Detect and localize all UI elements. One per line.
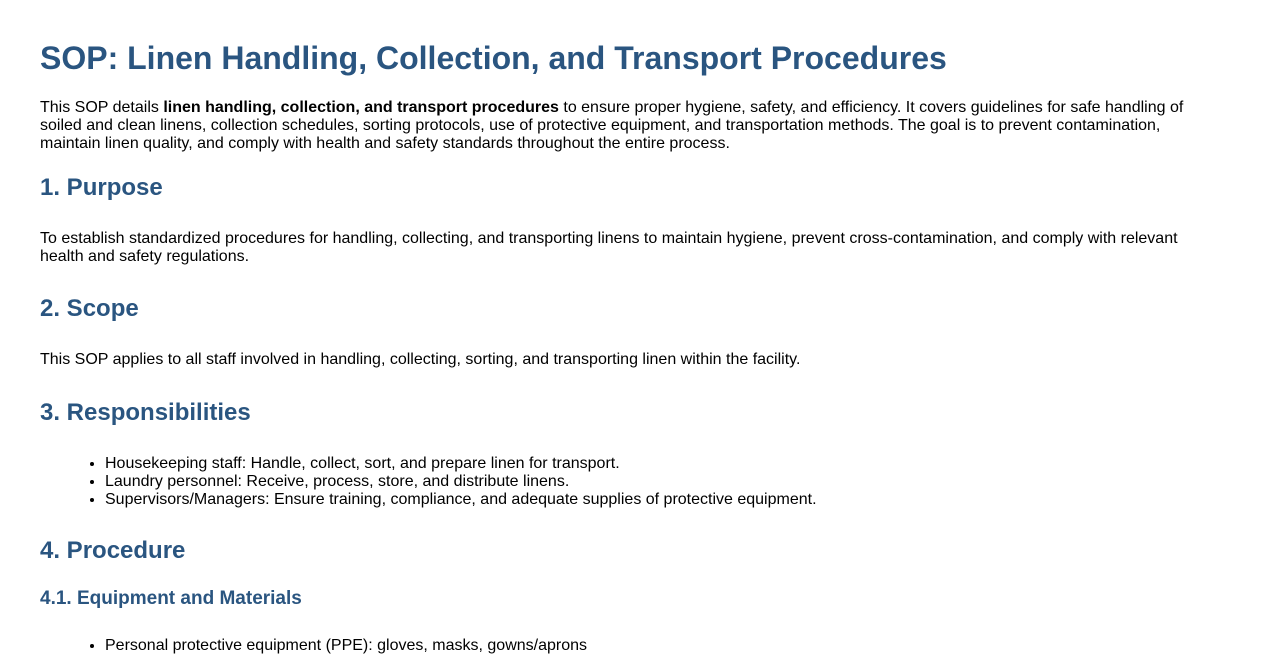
purpose-text: To establish standardized procedures for handling, collecting, and transporting linens to maintain hygiene, prevent cross-contamination, and comply with relevant health and safety regulations. [40, 230, 1178, 265]
scope-heading: 2. Scope [40, 295, 139, 322]
equipment-list [40, 637, 1200, 655]
list-item: • Personal protective equipment (PPE): gloves, masks, gowns/aprons [105, 637, 1200, 655]
intro-paragraph [40, 99, 1200, 153]
equipment-heading: 4.1. Equipment and Materials [40, 588, 302, 609]
intro-suffix: to ensure proper hygiene, safety, and efficiency. It covers guidelines for safe handling of soiled and clean linens, collection schedules, sorting protocols, use of protective equipment, and transportation methods. The goal is to prevent contamination, maintain linen quality, and comply with health and safety standards throughout the entire process. [40, 99, 1184, 152]
page-title: SOP: Linen Handling, Collection, and Transport Procedures [40, 40, 947, 76]
sop-document [40, 0, 1200, 655]
intro-bold-phrase: linen handling, collection, and transport procedures [163, 99, 559, 116]
purpose-heading: 1. Purpose [40, 174, 163, 201]
list-item: • Housekeeping staff: Handle, collect, sort, and prepare linen for transport. [105, 455, 1200, 473]
intro-prefix: This SOP details [40, 99, 164, 116]
scope-text: This SOP applies to all staff involved in handling, collecting, sorting, and transporting linen within the facility. [40, 351, 801, 368]
responsibilities-list [40, 455, 1200, 509]
procedure-heading: 4. Procedure [40, 537, 186, 564]
list-item: • Supervisors/Managers: Ensure training, compliance, and adequate supplies of protective equipment. [105, 491, 1200, 509]
responsibilities-heading: 3. Responsibilities [40, 399, 251, 426]
list-item: • Laundry personnel: Receive, process, store, and distribute linens. [105, 473, 1200, 491]
